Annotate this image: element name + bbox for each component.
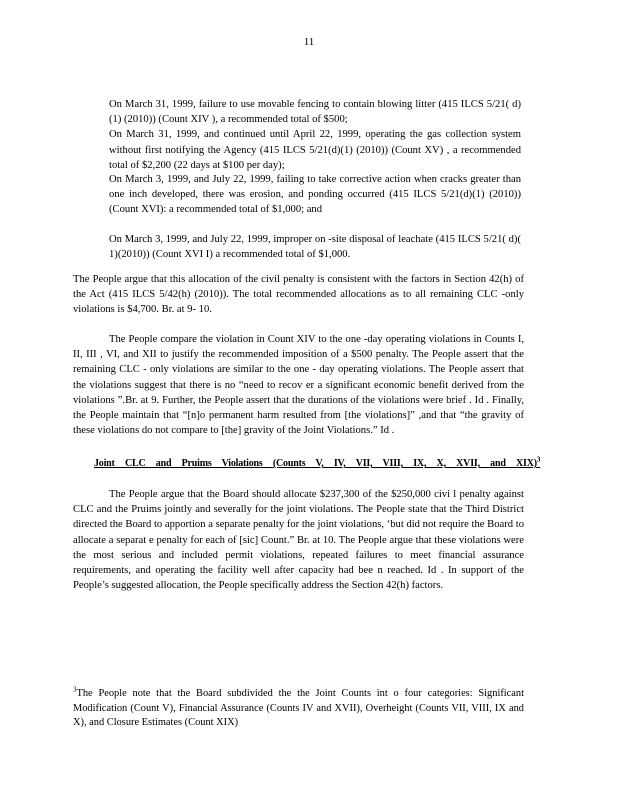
list-item-count-xiv: On March 31, 1999, failure to use movable fencing to contain blowing litter (415 ILCS 5/21( d)(1) (2010)) (Count XIV ), a recommended total of $500;: [109, 99, 521, 126]
page-number: 11: [303, 36, 315, 48]
list-item-count-xvi: On March 3, 1999, and July 22, 1999, failing to take corrective action when cracks greater than one inch developed, there was erosion, and ponding occurred (415 ILCS 5/21(d)(1) (2010)) (Count XVI): a recommended total of $1,000; and: [109, 174, 521, 216]
paragraph-allocation: The People argue that this allocation of the civil penalty is consistent with the factors in Section 42(h) of the Act (415 ILCS 5/42(h) (2010)). The total recommended allocations as to all remaining CLC -only violations is $4,700. Br. at 9- 10.: [73, 274, 524, 316]
footnote: [73, 687, 524, 731]
section-heading-text: Joint CLC and Pruims Violations (Counts V, IV, VII, VIII, IX, X, XVII, and XIX): [94, 458, 537, 469]
footnote-mark: 3: [73, 685, 77, 694]
footnote-text: The People note that the Board subdivided the the Joint Counts int o four categories: Significant Modification (Count V), Financial Assurance (Counts IV and XVII), Overheight (Counts VII, VIII, IX and X), and Closure Estimates (Count XIX): [73, 688, 524, 729]
paragraph-comparison: The People compare the violation in Count XIV to the one -day operating violations in Counts I, II, III , VI, and XII to justify the recommended imposition of a $500 penalty. The People assert that the remaining CLC - only violations are similar to the one - day operating violations. The People assert that the violations suggest that there is no “need to recov er a significant economic benefit derived from the violations ”.Br. at 9. Further, the People assert that the durations of the violations were brief . Id . Finally, the People maintain that “[n]o permanent harm resulted from [the violations]” ,and that “the gravity of these violations do not compare to [the] gravity of the Joint Violations.” Id .: [73, 334, 524, 437]
list-item-count-xvii: On March 3, 1999, and July 22, 1999, improper on -site disposal of leachate (415 ILCS 5/21( d)( 1)(2010)) (Count XVI I) a recommended total of $1,000.: [109, 234, 521, 261]
list-item-count-xv: On March 31, 1999, and continued until April 22, 1999, operating the gas collection system without first notifying the Agency (415 ILCS 5/21(d)(1) (2010)) (Count XV) , a recommended total of $2,200 (22 days at $100 per day);: [109, 129, 521, 171]
count-list: [109, 97, 521, 173]
heading-footnote-mark: 3: [536, 455, 541, 464]
section-heading: [94, 455, 541, 469]
paragraph-joint-violations: The People argue that the Board should allocate $237,300 of the $250,000 civi l penalty against CLC and the Pruims jointly and severally for the joint violations. The People state that the Third District directed the Board to apportion a separate penalty for the joint violations, ‘but did not require the Board to allocate a separat e penalty for each of [sic] Count.” Br. at 10. The People argue that these violations were the most serious and included permit violations, repeated failures to meet financial assurance requirements, and operating the facility well after capacity had bee n reached. Id . In support of the People’s suggested allocation, the People specifically address the Section 42(h) factors.: [73, 489, 524, 592]
